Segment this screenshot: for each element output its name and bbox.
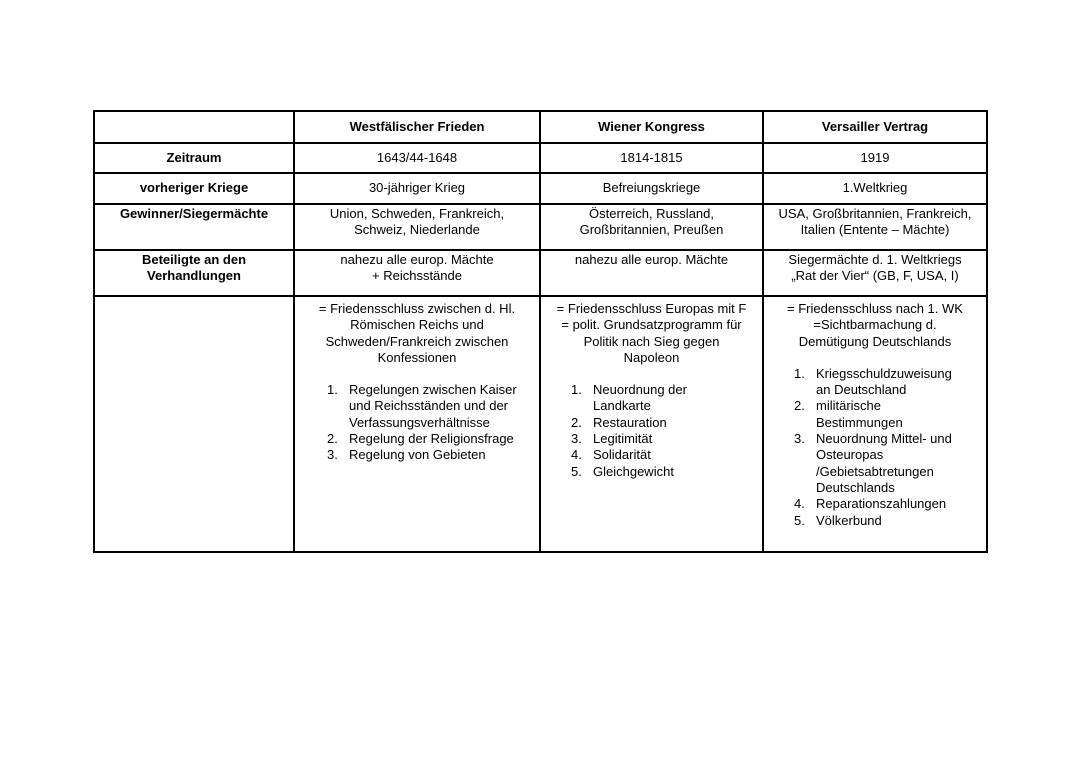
text-line: Verfassungsverhältnisse	[349, 414, 490, 430]
text-line: nahezu alle europ. Mächte	[340, 252, 494, 267]
text-line: Restauration	[593, 414, 667, 430]
cell-gewinner-wien	[540, 204, 763, 250]
text-line: Napoleon	[623, 349, 680, 365]
text-line: USA, Großbritannien, Frankreich,	[778, 206, 972, 221]
row-label-zeitraum: Zeitraum	[94, 143, 294, 173]
text-line: Regelung der Religionsfrage	[349, 431, 514, 447]
list-number: 1.	[327, 382, 338, 398]
cell-kriege-westfaelisch: 30-jähriger Krieg	[294, 173, 540, 204]
list-item	[768, 431, 982, 496]
text-line: Kriegsschuldzuweisung	[816, 365, 952, 381]
table-row	[94, 204, 987, 250]
list-item	[768, 513, 982, 529]
text-line: und Reichsständen und der	[349, 398, 509, 414]
cell-zeitraum-wien: 1814-1815	[540, 143, 763, 173]
text-line: = Friedensschluss zwischen d. Hl.	[318, 301, 516, 316]
text-line: Großbritannien, Preußen	[579, 222, 724, 238]
cell-content-versailles	[763, 296, 987, 552]
cell-beteiligte-westfaelisch	[294, 250, 540, 296]
text-line: Völkerbund	[816, 512, 882, 528]
numbered-list	[299, 382, 535, 463]
text-line: = polit. Grundsatzprogramm für	[561, 317, 742, 333]
text-line: an Deutschland	[816, 382, 907, 398]
text-line: Schweden/Frankreich zwischen	[325, 333, 509, 349]
numbered-list	[545, 382, 758, 480]
text-line: „Rat der Vier“ (GB, F, USA, I)	[791, 268, 959, 284]
cell-content-wien	[540, 296, 763, 552]
text-line: Neuordnung Mittel- und	[816, 431, 952, 447]
list-item	[768, 398, 982, 431]
text-line: Deutschlands	[816, 479, 895, 495]
cell-content-westfaelisch	[294, 296, 540, 552]
table-row	[94, 143, 987, 173]
header-wiener-kongress: Wiener Kongress	[540, 111, 763, 143]
text-line: Demütigung Deutschlands	[798, 333, 952, 349]
numbered-list	[768, 366, 982, 529]
list-number: 5.	[794, 512, 805, 528]
list-item	[299, 447, 535, 463]
text-line: Osteuropas	[816, 447, 884, 463]
text-line: militärische	[816, 398, 882, 414]
text-line: =Sichtbarmachung d.	[813, 317, 937, 333]
text-line: Solidarität	[593, 447, 651, 463]
text-line: Österreich, Russland,	[589, 206, 714, 221]
list-item	[545, 464, 758, 480]
text-line: /Gebietsabtretungen	[816, 463, 934, 479]
list-number: 2.	[794, 398, 805, 414]
table-header-row	[94, 111, 987, 143]
text-line: Regelung von Gebieten	[349, 447, 486, 463]
list-number: 2.	[571, 414, 582, 430]
list-number: 3.	[327, 447, 338, 463]
cell-gewinner-westfaelisch	[294, 204, 540, 250]
text-line: Verhandlungen	[147, 268, 241, 284]
text-line: Politik nach Sieg gegen	[583, 333, 720, 349]
list-item	[545, 382, 758, 415]
text-line: nahezu alle europ. Mächte	[574, 252, 729, 267]
text-line: Italien (Entente – Mächte)	[800, 222, 950, 238]
row-label-beteiligte	[94, 250, 294, 296]
list-item	[299, 382, 535, 431]
cell-zeitraum-versailles: 1919	[763, 143, 987, 173]
list-item	[299, 431, 535, 447]
list-number: 5.	[571, 463, 582, 479]
header-empty-cell	[94, 111, 294, 143]
table-row	[94, 250, 987, 296]
text-line: Beteiligte an den	[141, 252, 247, 267]
text-line: Konfessionen	[377, 349, 457, 365]
cell-beteiligte-wien	[540, 250, 763, 296]
text-line: Römischen Reichs und	[350, 317, 484, 333]
table-row	[94, 173, 987, 204]
text-line: Landkarte	[593, 398, 651, 414]
header-westfaelischer-frieden: Westfälischer Frieden	[294, 111, 540, 143]
text-line: Legitimität	[593, 431, 653, 447]
cell-kriege-versailles: 1.Weltkrieg	[763, 173, 987, 204]
row-label-empty	[94, 296, 294, 552]
text-line: = Friedensschluss Europas mit F	[556, 301, 747, 316]
list-number: 1.	[571, 382, 582, 398]
list-item	[545, 447, 758, 463]
comparison-table	[93, 110, 988, 553]
text-line: + Reichsstände	[372, 268, 462, 284]
text-line: Gleichgewicht	[593, 463, 674, 479]
text-line: Bestimmungen	[816, 414, 903, 430]
text-line: Reparationszahlungen	[816, 496, 947, 512]
table-row-content	[94, 296, 987, 552]
cell-beteiligte-versailles	[763, 250, 987, 296]
text-line: = Friedensschluss nach 1. WK	[787, 301, 963, 316]
list-number: 4.	[571, 447, 582, 463]
text-line: Siegermächte d. 1. Weltkriegs	[788, 252, 962, 267]
cell-gewinner-versailles	[763, 204, 987, 250]
list-item	[545, 431, 758, 447]
text-line: Union, Schweden, Frankreich,	[329, 206, 505, 221]
text-line: Schweiz, Niederlande	[354, 222, 480, 238]
cell-zeitraum-westfaelisch: 1643/44-1648	[294, 143, 540, 173]
list-item	[545, 415, 758, 431]
list-number: 4.	[794, 496, 805, 512]
header-versailler-vertrag: Versailler Vertrag	[763, 111, 987, 143]
list-item	[768, 366, 982, 399]
row-label-gewinner: Gewinner/Siegermächte	[94, 204, 294, 250]
list-number: 1.	[794, 365, 805, 381]
text-line: Regelungen zwischen Kaiser	[349, 382, 517, 398]
list-number: 3.	[794, 431, 805, 447]
list-item	[768, 496, 982, 512]
list-number: 2.	[327, 431, 338, 447]
text-line: Neuordnung der	[593, 382, 687, 398]
list-number: 3.	[571, 431, 582, 447]
cell-kriege-wien: Befreiungskriege	[540, 173, 763, 204]
row-label-vorheriger-kriege: vorheriger Kriege	[94, 173, 294, 204]
